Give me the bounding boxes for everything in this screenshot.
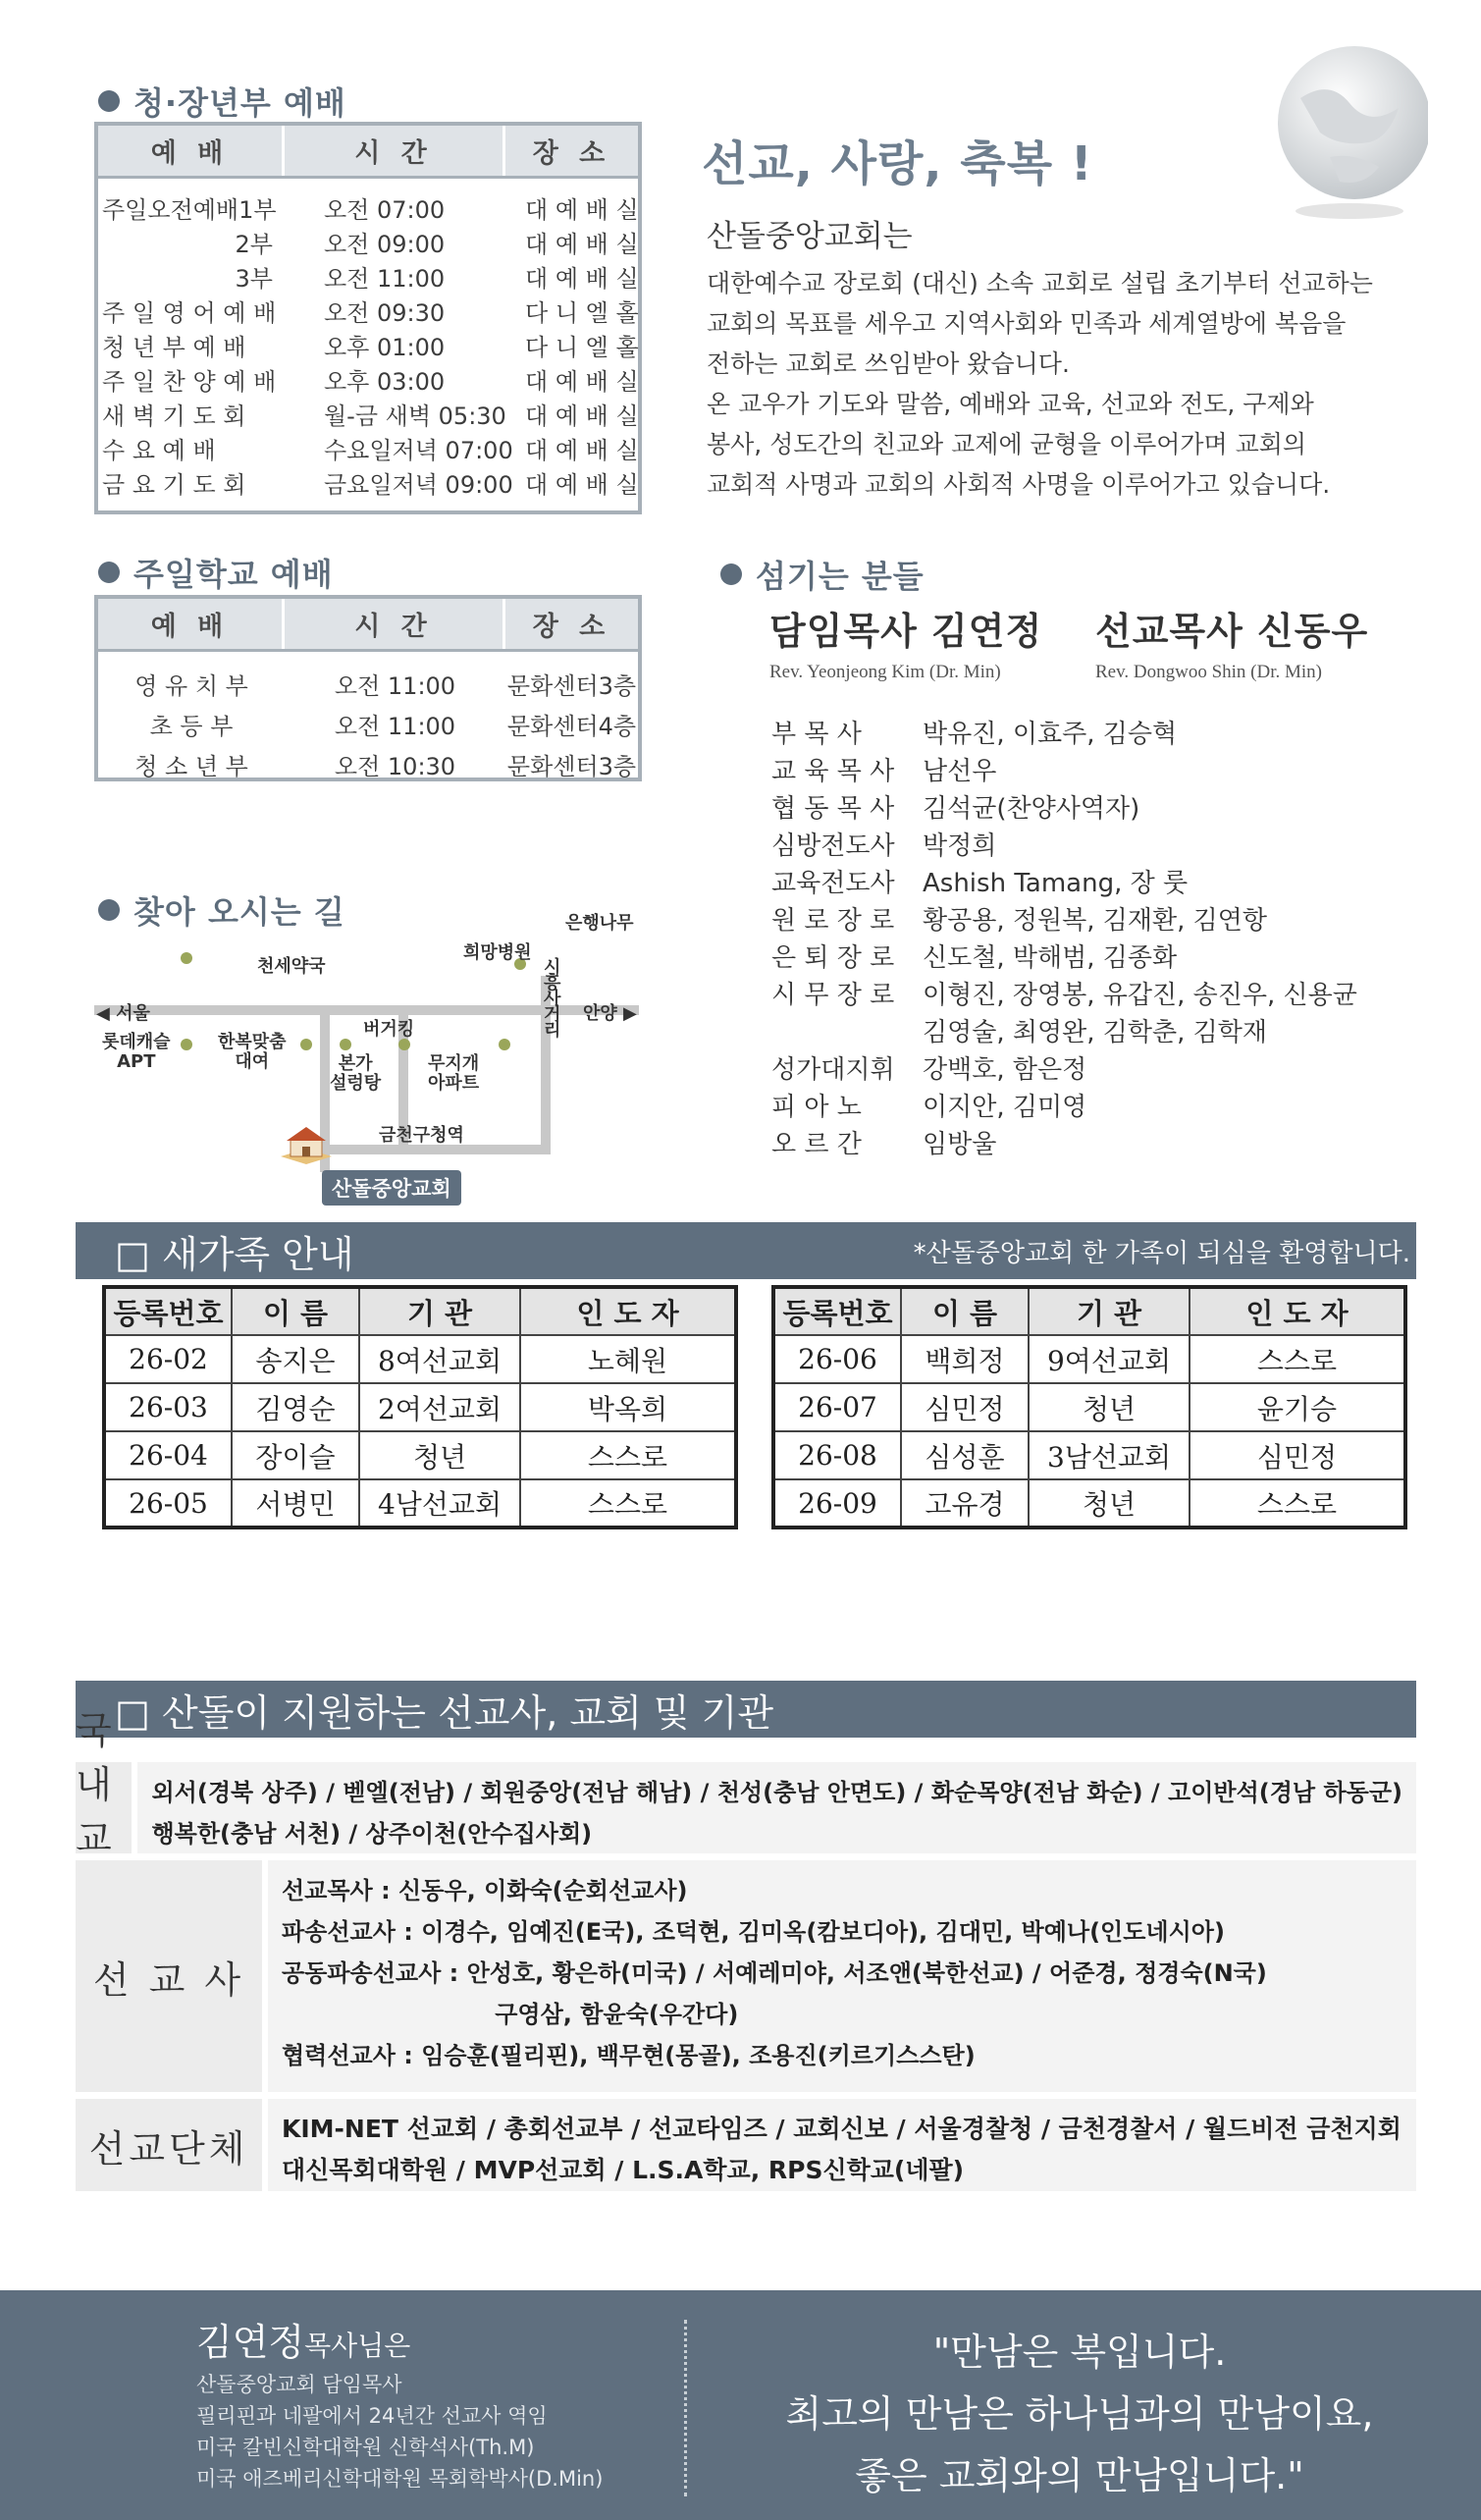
- table-cell: 오전 11:00: [324, 265, 446, 293]
- table-cell: 심성훈: [901, 1431, 1029, 1479]
- directions-map: [94, 903, 663, 1217]
- table-header-cell: 인 도 자: [520, 1287, 736, 1335]
- staff-names: 강백호, 함은정: [923, 1054, 1087, 1085]
- staff-role: 시 무 장 로: [771, 980, 895, 1010]
- table-cell: 백희정: [901, 1335, 1029, 1383]
- table-cell: 문화센터4층: [506, 713, 637, 740]
- table-cell: 고유경: [901, 1479, 1029, 1528]
- table-cell: 대 예 배 실: [525, 231, 639, 258]
- new-family-banner: [76, 1222, 1416, 1279]
- staff-list: [771, 713, 1357, 1160]
- table-cell: 심민정: [901, 1383, 1029, 1431]
- staff-role: 협 동 목 사: [771, 793, 895, 824]
- staff-row: [771, 1011, 1357, 1048]
- youth-worship-table: [94, 122, 642, 514]
- staff-heading: 섬기는 분들: [720, 552, 925, 597]
- staff-row: [771, 787, 1357, 825]
- staff-role: 피 아 노: [771, 1092, 862, 1122]
- table-cell: 오전 10:30: [334, 753, 456, 780]
- sunday-school-heading: 주일학교 예배: [98, 550, 334, 595]
- table-column: [505, 190, 638, 500]
- table-cell: 26-09: [773, 1479, 901, 1528]
- support-domestic-row: [76, 1762, 1416, 1860]
- table-cell: 주일오전예배1부: [102, 196, 277, 224]
- table-cell: 3부: [235, 265, 273, 293]
- staff-names: 이형진, 장영봉, 유갑진, 송진우, 신용균: [923, 980, 1357, 1010]
- table-cell: 9여선교회: [1029, 1335, 1190, 1383]
- bullet-icon: [98, 562, 120, 583]
- table-cell: 26-04: [104, 1431, 232, 1479]
- staff-row: [771, 974, 1357, 1011]
- map-label-hanbok: 한복맞춤 대여: [218, 1032, 287, 1072]
- support-org-row: [76, 2099, 1416, 2191]
- table-cell: 스스로: [1190, 1335, 1405, 1383]
- table-cell: 금 요 기 도 회: [102, 471, 246, 499]
- map-marker: [181, 1039, 192, 1050]
- table-cell: 3남선교회: [1029, 1431, 1190, 1479]
- map-marker: [181, 952, 192, 964]
- senior-pastor-name: 담임목사 김연정: [769, 609, 1043, 653]
- table-cell: 4남선교회: [359, 1479, 520, 1528]
- footer-bio-line: 필리핀과 네팔에서 24년간 선교사 역임: [196, 2404, 548, 2428]
- table-cell: 2부: [235, 231, 273, 258]
- table-cell: 26-02: [104, 1335, 232, 1383]
- map-marker: [300, 1039, 312, 1050]
- table-row: [104, 1431, 736, 1479]
- table-header-cell: 등록번호: [773, 1287, 901, 1335]
- table-cell: 오전 11:00: [334, 713, 456, 740]
- slogan: 선교, 사랑, 축복 !: [702, 136, 1093, 191]
- support-label: 선교단체: [88, 2126, 249, 2171]
- table-cell: 오전 09:30: [324, 299, 446, 327]
- map-label-huimang: 희망병원: [463, 942, 532, 963]
- new-family-table-right: [771, 1285, 1407, 1529]
- staff-row: [771, 750, 1357, 787]
- staff-role: 오 르 간: [771, 1129, 862, 1159]
- map-label-lotte: 롯데캐슬 APT: [102, 1032, 171, 1072]
- staff-names: Ashish Tamang, 장 룻: [923, 868, 1189, 898]
- footer-bio-line: 산돌중앙교회 담임목사: [196, 2373, 402, 2396]
- table-cell: 송지은: [232, 1335, 359, 1383]
- table-cell: 26-03: [104, 1383, 232, 1431]
- table-header-cell: 이 름: [232, 1287, 359, 1335]
- map-label-seoul: ◀ 서울: [96, 1003, 150, 1024]
- table-cell: 26-08: [773, 1431, 901, 1479]
- table-header-cell: 이 름: [901, 1287, 1029, 1335]
- globe-icon: [1261, 29, 1428, 226]
- table-cell: 서병민: [232, 1479, 359, 1528]
- support-title: □ 산돌이 지원하는 선교사, 교회 및 기관: [115, 1690, 774, 1735]
- table-cell: 김영순: [232, 1383, 359, 1431]
- table-cell: 노혜원: [520, 1335, 736, 1383]
- staff-row: [771, 862, 1357, 899]
- table-cell: 2여선교회: [359, 1383, 520, 1431]
- table-cell: 대 예 배 실: [525, 368, 639, 396]
- support-label: 선 교 사: [92, 1957, 245, 2002]
- missionary-pastor-name: 선교목사 신동우: [1095, 609, 1369, 653]
- support-content: KIM-NET 선교회 / 총회선교부 / 선교타임즈 / 교회신보 / 서울경찰청 / 금천경찰서 / 월드비전 금천지회 대신목회대학원 / MVP선교회 / L.S.A학교, RPS신학교(네팔): [262, 2099, 1416, 2191]
- staff-role: 은 퇴 장 로: [771, 942, 895, 973]
- staff-row: [771, 1048, 1357, 1086]
- staff-names: 남선우: [923, 756, 997, 786]
- support-content: 선교목사 : 신동우, 이화숙(순회선교사) 파송선교사 : 이경수, 임예진(E국), 조덕현, 김미옥(캄보디아), 김대민, 박예나(인도네시아) 공동파송선교사 : 안성호, 황은하(미국) / 서예레미야, 서조앤(북한선교) / 어준경, 정경숙(N국) 구영삼, 함윤숙(우간다) 협력선교사 : 임승훈(필리핀), 백무현(몽골), 조용진(키르기스스탄): [262, 1860, 1416, 2092]
- staff-row: [771, 1123, 1357, 1160]
- intro-body: 대한예수교 장로회 (대신) 소속 교회로 설립 초기부터 선교하는 교회의 목표를 세우고 지역사회와 민족과 세계열방에 복음을 전하는 교회로 쓰임받아 왔습니다. 온 교우가 기도와 말씀, 예배와 교육, 선교와 전도, 구제와 봉사, 성도간의 친교와 교제에 균형을 이루어가며 교회의 교회적 사명과 교회의 사회적 사명을 이루어가고 있습니다.: [707, 269, 1373, 499]
- bullet-icon: [720, 563, 742, 585]
- new-family-table-left: [102, 1285, 738, 1529]
- table-cell: 스스로: [520, 1479, 736, 1528]
- staff-row: [771, 937, 1357, 974]
- missionary-pastor-rev: Rev. Dongwoo Shin (Dr. Min): [1095, 662, 1322, 682]
- table-column: [98, 190, 285, 500]
- table-cell: 문화센터3층: [506, 672, 637, 700]
- staff-row: [771, 899, 1357, 937]
- table-row: [104, 1479, 736, 1528]
- table-cell: 장이슬: [232, 1431, 359, 1479]
- table-header: 예 배 시 간 장 소: [98, 599, 638, 652]
- table-column: [285, 664, 505, 784]
- bullet-icon: [98, 90, 120, 112]
- footer-quote-line: "만남은 복입니다.: [932, 2331, 1227, 2374]
- table-cell: 다 니 엘 홀: [525, 334, 639, 361]
- table-header-row: [104, 1287, 736, 1335]
- table-column: [98, 664, 285, 784]
- table-row: [773, 1335, 1405, 1383]
- table-cell: 주 일 찬 양 예 배: [102, 368, 277, 396]
- table-header-row: [773, 1287, 1405, 1335]
- church-icon: [277, 1121, 336, 1168]
- map-label-burger: 버거킹: [363, 1019, 415, 1040]
- table-body: [98, 179, 638, 500]
- map-label-mujigae: 무지개 아파트: [428, 1053, 480, 1094]
- table-cell: 청년: [1029, 1383, 1190, 1431]
- map-label-eunhaeng: 은행나무: [565, 913, 634, 934]
- table-cell: 영 유 치 부: [134, 672, 248, 700]
- table-cell: 대 예 배 실: [525, 265, 639, 293]
- table-cell: 오전 07:00: [324, 196, 446, 224]
- youth-worship-heading: 청·장년부 예배: [98, 79, 346, 124]
- senior-pastor-rev: Rev. Yeonjeong Kim (Dr. Min): [769, 662, 1001, 682]
- table-row: [773, 1431, 1405, 1479]
- footer-pastor-name: 김연정목사님은: [196, 2321, 411, 2364]
- table-cell: 금요일저녁 09:00: [324, 471, 513, 499]
- table-cell: 오후 01:00: [324, 334, 446, 361]
- table-row: [773, 1383, 1405, 1431]
- staff-role: 교육전도사: [771, 868, 895, 898]
- map-label-anyang: 안양 ▶: [583, 1003, 637, 1024]
- support-banner: [76, 1681, 1416, 1738]
- directions-heading: 찾아 오시는 길: [98, 887, 345, 933]
- table-cell: 윤기승: [1190, 1383, 1405, 1431]
- table-cell: 초 등 부: [149, 713, 234, 740]
- staff-row: [771, 713, 1357, 750]
- table-row: [773, 1479, 1405, 1528]
- staff-names: 김석균(찬양사역자): [923, 793, 1140, 824]
- table-cell: 오전 11:00: [334, 672, 456, 700]
- table-header-cell: 등록번호: [104, 1287, 232, 1335]
- staff-role: 원 로 장 로: [771, 905, 895, 936]
- table-cell: 청년: [1029, 1479, 1190, 1528]
- table-cell: 대 예 배 실: [525, 437, 639, 464]
- table-cell: 주 일 영 어 예 배: [102, 299, 277, 327]
- table-cell: 수 요 예 배: [102, 437, 216, 464]
- footer-bio-line: 미국 칼빈신학대학원 신학석사(Th.M): [196, 2436, 535, 2459]
- table-cell: 8여선교회: [359, 1335, 520, 1383]
- staff-names: 박유진, 이효주, 김승혁: [923, 719, 1178, 749]
- table-column: [505, 664, 638, 784]
- table-row: [104, 1335, 736, 1383]
- staff-names: 박정희: [923, 831, 997, 861]
- table-cell: 대 예 배 실: [525, 402, 639, 430]
- table-cell: 대 예 배 실: [525, 196, 639, 224]
- map-marker: [499, 1039, 510, 1050]
- staff-names: 이지안, 김미영: [923, 1092, 1087, 1122]
- table-header: 예 배 시 간 장 소: [98, 126, 638, 179]
- church-map-label: 산돌중앙교회: [322, 1170, 461, 1206]
- table-cell: 박옥희: [520, 1383, 736, 1431]
- sunday-school-table: [94, 595, 642, 781]
- table-cell: 월-금 새벽 05:30: [324, 402, 506, 430]
- map-label-bonga: 본가 설렁탕: [330, 1053, 382, 1094]
- table-cell: 다 니 엘 홀: [525, 299, 639, 327]
- staff-role: 부 목 사: [771, 719, 862, 749]
- intro-title: 산돌중앙교회는: [707, 219, 913, 254]
- table-cell: 26-05: [104, 1479, 232, 1528]
- staff-row: [771, 825, 1357, 862]
- footer-quote-line: 최고의 만남은 하나님과의 만남이요,: [785, 2392, 1374, 2436]
- staff-names: 임방울: [923, 1129, 997, 1159]
- support-missionary-row: [76, 1860, 1416, 2092]
- support-label: 내교: [76, 1762, 116, 1860]
- welcome-note: *산돌중앙교회 한 가족이 되심을 환영합니다.: [913, 1238, 1410, 1268]
- table-cell: 청 소 년 부: [134, 753, 248, 780]
- table-header-cell: 기 관: [359, 1287, 520, 1335]
- table-cell: 26-07: [773, 1383, 901, 1431]
- table-cell: 문화센터3층: [506, 753, 637, 780]
- table-cell: 수요일저녁 07:00: [324, 437, 513, 464]
- table-cell: 스스로: [1190, 1479, 1405, 1528]
- staff-role: 성가대지휘: [771, 1054, 895, 1085]
- footer-bio-line: 미국 애즈베리신학대학원 목회학박사(D.Min): [196, 2467, 604, 2491]
- staff-names: 신도철, 박해범, 김종화: [923, 942, 1178, 973]
- new-family-title: □ 새가족 안내: [115, 1232, 354, 1276]
- table-cell: 오전 09:00: [324, 231, 446, 258]
- staff-row: [771, 1086, 1357, 1123]
- footer: [0, 2290, 1481, 2520]
- staff-role: 심방전도사: [771, 831, 895, 861]
- table-cell: 청년: [359, 1431, 520, 1479]
- table-cell: 26-06: [773, 1335, 901, 1383]
- table-row: [104, 1383, 736, 1431]
- table-cell: 새 벽 기 도 회: [102, 402, 246, 430]
- staff-names: 황공용, 정원복, 김재환, 김연항: [923, 905, 1267, 936]
- table-cell: 청 년 부 예 배: [102, 334, 246, 361]
- table-header-cell: 기 관: [1029, 1287, 1190, 1335]
- map-label-station: 금천구청역: [379, 1125, 464, 1146]
- table-cell: 오후 03:00: [324, 368, 446, 396]
- staff-role: 교 육 목 사: [771, 756, 895, 786]
- footer-quote-line: 좋은 교회와의 만남입니다.": [855, 2454, 1304, 2497]
- map-marker: [340, 1039, 351, 1050]
- table-column: [285, 190, 513, 500]
- table-header-cell: 인 도 자: [1190, 1287, 1405, 1335]
- table-cell: 심민정: [1190, 1431, 1405, 1479]
- table-cell: 대 예 배 실: [525, 471, 639, 499]
- map-label-cheonse: 천세약국: [257, 956, 326, 977]
- support-content: 외서(경북 상주) / 벧엘(전남) / 회원중앙(전남 해남) / 천성(충남 안면도) / 화순목양(전남 화순) / 고이반석(경남 하동군) 행복한(충남 서천) / 상주이천(안수집사회): [132, 1762, 1416, 1853]
- table-body: [98, 652, 638, 784]
- table-cell: 스스로: [520, 1431, 736, 1479]
- staff-names: 김영술, 최영완, 김학춘, 김학재: [923, 1017, 1267, 1047]
- map-label-siheung: 시 흥 사 거 리: [544, 957, 561, 1041]
